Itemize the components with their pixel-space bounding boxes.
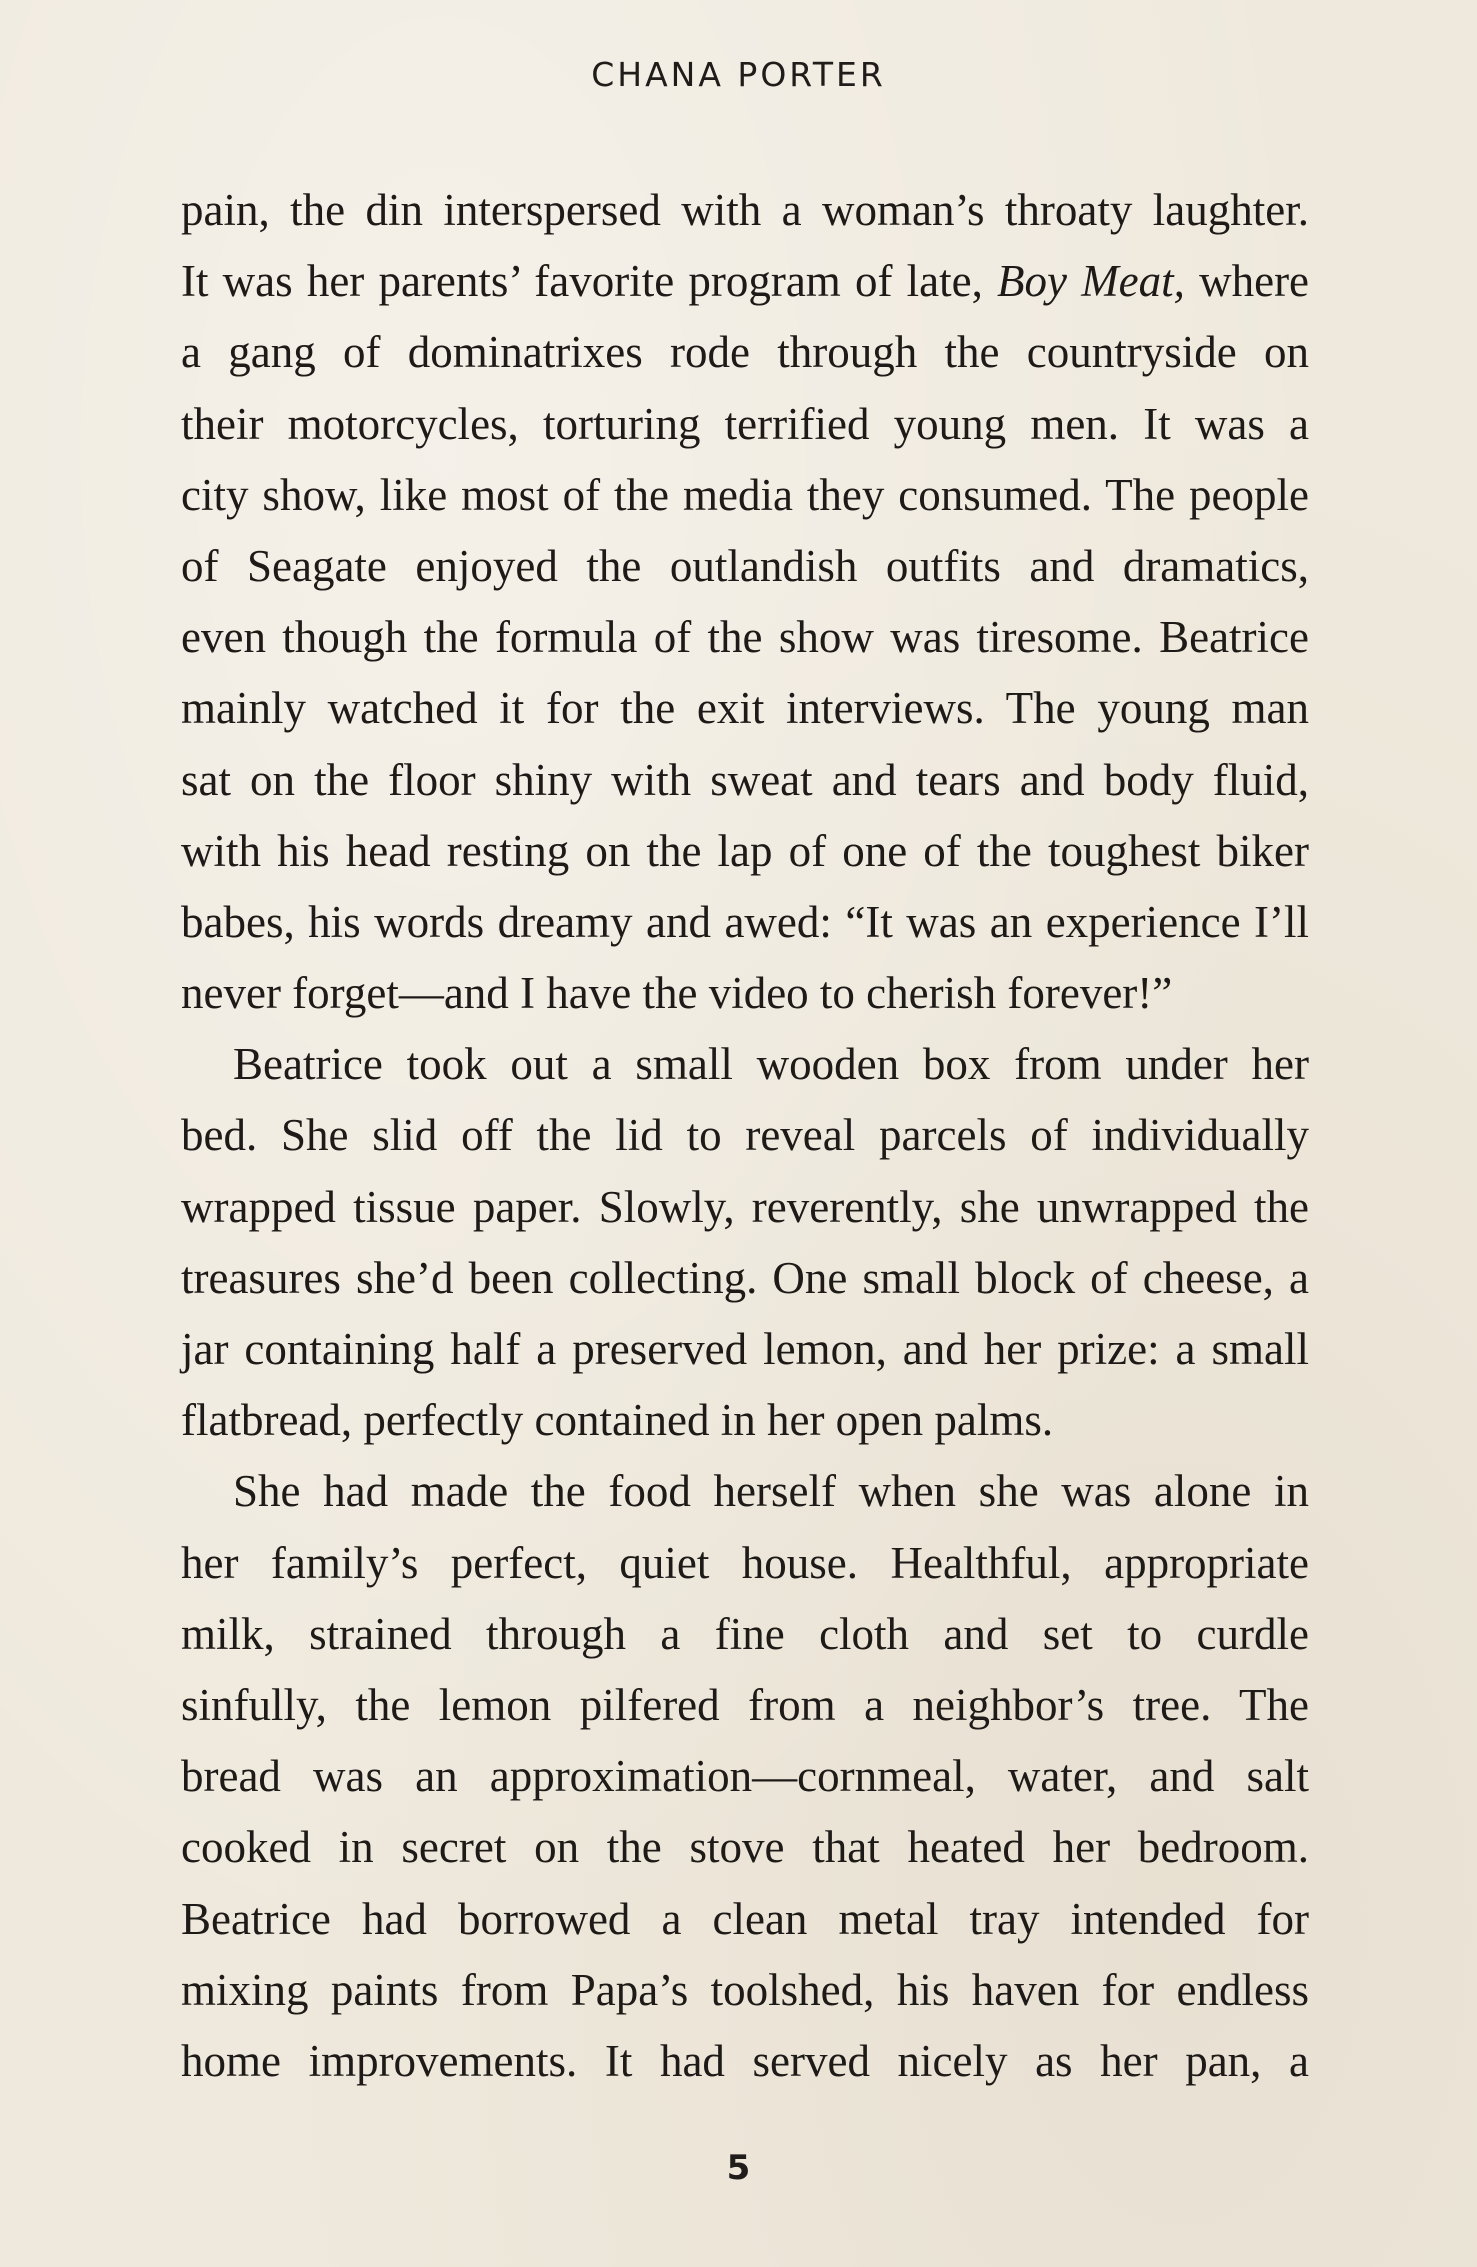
text-line: pain, the din interspersed with a woman’s throaty laughter. — [181, 185, 1309, 235]
text-line: their motorcycles, torturing terrified young men. It was a — [181, 398, 1309, 449]
text-line: bread was an approximation—cornmeal, water, and salt — [181, 1751, 1309, 1802]
text-line: babes, his words dreamy and awed: “It was an experience I’ll — [181, 896, 1309, 947]
paragraph-2 — [181, 1029, 1309, 1456]
text-line: mixing paints from Papa’s toolshed, his haven for endless — [181, 1964, 1309, 2015]
text-line: milk, strained through a fine cloth and set to curdle — [181, 1608, 1309, 1659]
text-line: a gang of dominatrixes rode through the countryside on — [181, 327, 1309, 378]
text-line: even though the formula of the show was tiresome. Beatrice — [181, 612, 1309, 663]
text-line: sinfully, the lemon pilfered from a neighbor’s tree. The — [181, 1679, 1309, 1730]
text-line: wrapped tissue paper. Slowly, reverently, she unwrapped the — [181, 1181, 1309, 1232]
body-text — [181, 175, 1309, 2097]
text-fragment: It was her parents’ favorite program of late, — [181, 256, 983, 307]
text-line: jar containing half a preserved lemon, and her prize: a small — [181, 1324, 1309, 1374]
text-line — [181, 246, 1309, 317]
text-line: of Seagate enjoyed the outlandish outfits and dramatics, — [181, 540, 1309, 591]
text-line: never forget—and I have the video to cherish forever!” — [181, 968, 1173, 1019]
text-line: with his head resting on the lap of one of the toughest biker — [181, 825, 1309, 876]
text-line: bed. She slid off the lid to reveal parcels of individually — [181, 1110, 1309, 1161]
running-head: CHANA PORTER — [591, 55, 886, 94]
text-line: home improvements. It had served nicely as her pan, a — [181, 2035, 1309, 2086]
text-line: mainly watched it for the exit interviews. The young man — [181, 683, 1309, 734]
text-line: city show, like most of the media they consumed. The people — [181, 469, 1309, 520]
text-line: cooked in secret on the stove that heated her bedroom. — [181, 1822, 1309, 1873]
text-line: sat on the floor shiny with sweat and tears and body fluid, — [181, 754, 1309, 805]
paragraph-3 — [181, 1456, 1309, 2097]
text-fragment: where — [1199, 256, 1310, 307]
text-line: She had made the food herself when she was alone in — [233, 1466, 1309, 1517]
paragraph-1 — [181, 175, 1309, 1029]
text-line: her family’s perfect, quiet house. Healthful, appropriate — [181, 1537, 1309, 1588]
text-line: Beatrice had borrowed a clean metal tray intended for — [181, 1893, 1309, 1944]
text-line: Beatrice took out a small wooden box from under her — [233, 1039, 1309, 1090]
show-title: Boy Meat, — [997, 256, 1185, 307]
page-number: 5 — [726, 2148, 751, 2188]
text-line: treasures she’d been collecting. One small block of cheese, a — [181, 1252, 1309, 1303]
text-line: flatbread, perfectly contained in her open palms. — [181, 1395, 1054, 1446]
